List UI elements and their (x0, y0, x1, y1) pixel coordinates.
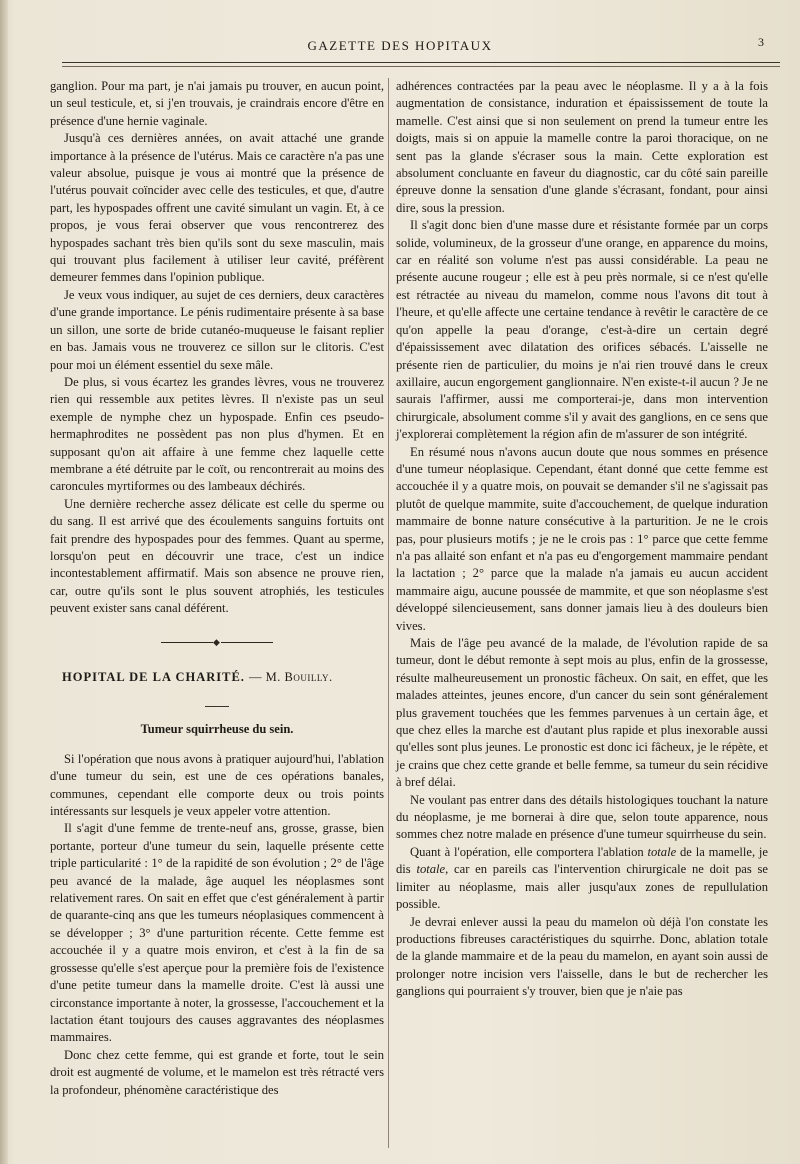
journal-title: GAZETTE DES HOPITAUX (307, 38, 493, 53)
right-column (396, 78, 768, 1001)
paragraph: Si l'opération que nous avons à pratiquer aujourd'hui, l'ablation d'une tumeur du sein, est une de ces opérations banales, communes, cependant elle comporte deux ou trois points intéressants sur lesquels je veux appeler votre attention. (50, 751, 384, 819)
hospital-name: HOPITAL DE LA CHARITÉ. (62, 670, 245, 684)
article-subtitle: Tumeur squirrheuse du sein. (140, 722, 294, 737)
text-run: Quant à l'opération, elle comportera l'ablation (410, 844, 648, 859)
paragraph: En résumé nous n'avons aucun doute que nous sommes en présence d'une tumeur néoplasique. Cependant, étant donné que cette femme est accouchée il y a quatre mois, on pouvait se demander s'il ne s'agissait pas plutôt de quelque mammite, suite d'accouchement, de quelque induration mammaire de bonne nature consécutive à la parturition. Je ne le crois pas, pour plusieurs motifs ; je ne le crois pas : 1° parce que cette femme n'a pas allaité son enfant et n'a pas eu d'engorgement mammaire pendant la lactation ; 2° parce que la malade n'a jamais eu aucun accident mammaire aigu, aucune poussée de mammite, et que son néoplasme s'est développé silencieusement, sans donner jamais lieu à des douleurs bien vives. (396, 444, 768, 633)
paragraph: Ne voulant pas entrer dans des détails histologiques touchant la nature du néoplasme, je me bornerai à dire que, selon toute apparence, nous sommes chez notre malade en présence d'une tumeur squirrheuse du sein. (396, 792, 768, 842)
emphasis-totale: totale (647, 844, 677, 859)
page-number: 3 (758, 35, 764, 49)
paragraph: Il s'agit donc bien d'une masse dure et résistante formée par un corps solide, volumineux, de la grosseur d'une orange, en apparence du moins, car en réalité son volume n'est pas aussi considérable. La peau ne présente aucune rougeur ; elle est à peu près normale, si ce n'est qu'elle est rétractée au niveau du mamelon, comme nous l'avons dit tout à l'heure, et qu'elle affecte une certaine tendance à revêtir le caractère de ce qu'on appelle la peau d'orange, c'est-à-dire un certain degré d'épaississement avec dilatation des orifices sébacés. L'aisselle ne présente rien de particulier, du moins je n'ai rien trouvé dans le creux axillaire, aucun engorgement ganglionnaire. N'en existe-t-il aucun ? Je ne saurais l'affirmer, aussi me comporterai-je, dans mon intervention chirurgicale, absolument comme s'il y avait des ganglions, en ce sens que j'explorerai complètement la région afin de m'assurer de son intégrité. (396, 218, 768, 442)
paragraph: Il s'agit d'une femme de trente-neuf ans, grosse, grasse, bien portante, porteur d'une tumeur du sein, laquelle présente cette triple particularité : 1° de la rapidité de son évolution ; 2° de l'âge peu avancé de la malade, âge auquel les néoplasmes sont relativement rares. On sait en effet que c'est généralement à partir de quarante-cinq ans que les tumeurs néoplasiques commencent à se développer ; 3° d'une parturition récente. Cette femme est accouchée il y a quatre mois environ, et c'est à la fin de sa grossesse qu'elle s'est aperçue pour la première fois de l'existence d'une petite tumeur dans la mamelle droite. C'est là aussi une circonstance importante à noter, la grossesse, l'accouchement et la lactation étant toujours des causes aggravantes des néoplasmes mammaires. (50, 821, 384, 1045)
text-run: , car en pareils cas l'intervention chirurgicale ne doit pas se limiter au néoplasme, mais aller jusqu'aux zones de repullulation possible. (396, 862, 768, 912)
paragraph: ganglion. Pour ma part, je n'ai jamais pu trouver, en aucun point, un seul testicule, et, si j'en trouvais, je craindrais encore d'être en présence d'une hernie vaginale. (50, 79, 384, 128)
heading-rule (205, 706, 229, 707)
paragraph-ablation (396, 844, 768, 914)
paragraph: Je devrai enlever aussi la peau du mamelon où déjà l'on constate les productions fibreuses caractéristiques du squirrhe. Donc, ablation totale de la glande mammaire et de la peau du mamelon, en ayant soin aussi de prolonger notre incision vers l'aisselle, dans le but de rechercher les ganglions qui pourraient s'y trouver, bien que je n'aie pas (396, 914, 768, 999)
section-heading (62, 669, 384, 686)
paragraph: Mais de l'âge peu avancé de la malade, de l'évolution rapide de sa tumeur, dont le début remonte à sept mois au plus, enfin de la grossesse, résulte malheureusement un pronostic fâcheux. On sait, en effet, que les malades atteintes, jeunes encore, d'un cancer du sein sont généralement plus gravement touchées que les femmes parvenues à un certain âge, et que chez elles la marche est d'autant plus rapide et plus inexorable aussi qu'elles sont plus jeunes. Le pronostic est donc ici fâcheux, je le répète, et je crains que chez cette grande et belle femme, sa tumeur du sein récidive à bref délai. (396, 636, 768, 790)
left-column (50, 78, 384, 1099)
header-rule (62, 62, 780, 63)
paragraph: adhérences contractées par la peau avec le néoplasme. Il y a à la fois augmentation de consistance, induration et épaississement de toute la mamelle. C'est ainsi que si non seulement on prend la tumeur entre les doigts, mais si on appuie la mamelle contre la paroi thoracique, on ne sent pas la glande s'écraser sous la main. Cette exploration est absolument concluante en faveur du diagnostic, car du côté sain pareille épreuve donne la sensation d'une glande s'écrasant, fondant, pour ainsi dire, sous la pression. (396, 79, 768, 215)
section-ornament: ◆ (50, 634, 384, 651)
paragraph: Donc chez cette femme, qui est grande et forte, tout le sein droit est augmenté de volume, et le mamelon est très rétracté vers la profondeur, phénomène caractéristique des (50, 1047, 384, 1097)
paragraph: Je veux vous indiquer, au sujet de ces derniers, deux caractères d'une grande importance. Le pénis rudimentaire présente à sa base un sillon, une sorte de bride cutanéo-muqueuse le faisant replier en bas. Jamais vous ne trouverez ce sillon sur le clitoris. C'est pour moi un élément essentiel du sexe mâle. (50, 287, 384, 372)
doctor-name: — M. Bouilly. (249, 670, 333, 684)
column-divider (388, 78, 389, 1148)
text-run: de la mamelle, je dis (396, 844, 768, 877)
emphasis-totale: totale (416, 862, 446, 877)
paragraph: De plus, si vous écartez les grandes lèvres, vous ne trouverez rien qui ressemble aux petites lèvres. Il n'existe pas un seul exemple de nymphe chez un hypospade. Enfin ces pseudo-hermaphrodites ne possèdent pas non plus d'hymen. Et en supposant qu'on ait affaire à une femme chez laquelle cette membrane a été détruite par le coït, ou rencontrerait au moins des caroncules myrtiformes ou des lambeaux déchirés. (50, 374, 384, 494)
paragraph: Jusqu'à ces dernières années, on avait attaché une grande importance à la présence de l'utérus. Mais ce caractère n'a pas une valeur absolue, puisque je vous ai montré que la présence de l'utérus pouvait coïncider avec celle des testicules, et que, d'autre part, les hypospades offrent une cavité simulant un vagin. Et, à ce propos, je vous ferai observer que vous rencontrerez des hypospades sachant très bien qu'ils sont du sexe masculin, mais qui trouvant plus facilement à utiliser leur cavité, préfèrent demeurer femmes dans l'opinion publique. (50, 131, 384, 285)
page-binding-edge (0, 0, 8, 1164)
paragraph: Une dernière recherche assez délicate est celle du sperme ou du sang. Il est arrivé que des écoulements sanguins fortuits ont fait prendre des hypospades pour des femmes. Quant au sperme, lorsqu'on peut en découvrir une trace, c'est un indice incontestablement affirmatif. Mais son absence ne prouve rien, car, outre qu'ils sont le plus souvent atrophiés, les testicules peuvent exister sans canal déférent. (50, 496, 384, 616)
header-rule-secondary (62, 66, 780, 67)
page-header (0, 35, 800, 62)
